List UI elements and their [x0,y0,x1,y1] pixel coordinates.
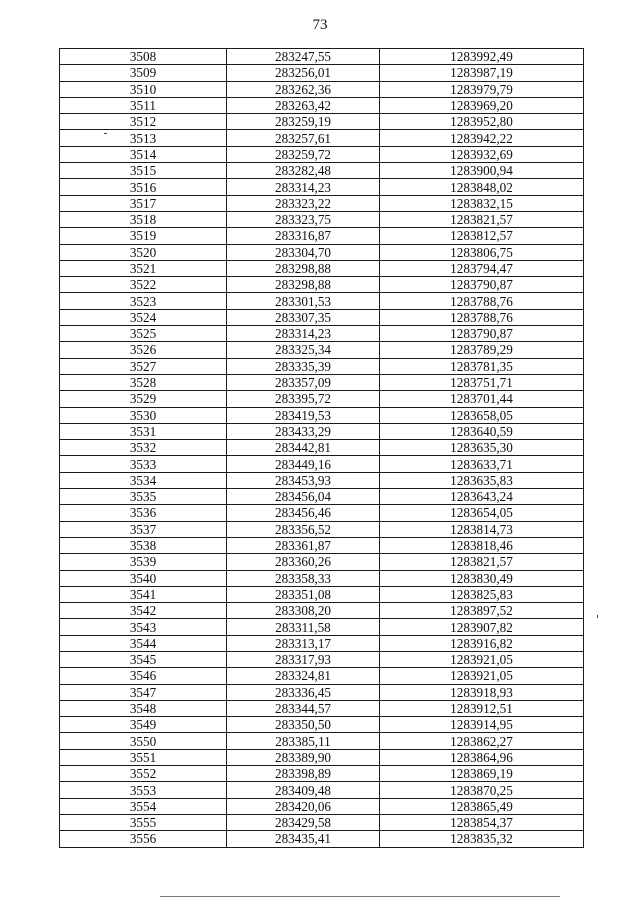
table-row [60,668,584,684]
table-row [60,472,584,488]
y-coordinate-cell: 1283952,80 [380,114,584,130]
scan-mark [597,615,598,618]
x-coordinate-cell: 283316,87 [227,228,380,244]
y-coordinate-cell: 1283701,44 [380,391,584,407]
y-coordinate-cell: 1283789,29 [380,342,584,358]
x-coordinate-cell: 283323,22 [227,195,380,211]
y-coordinate-cell: 1283914,95 [380,717,584,733]
table-row [60,391,584,407]
y-coordinate-cell: 1283832,15 [380,195,584,211]
x-coordinate-cell: 283282,48 [227,163,380,179]
table-row [60,717,584,733]
y-coordinate-cell: 1283921,05 [380,651,584,667]
y-coordinate-cell: 1283658,05 [380,407,584,423]
point-number-cell: 3532 [60,440,227,456]
table-row [60,619,584,635]
y-coordinate-cell: 1283869,19 [380,766,584,782]
x-coordinate-cell: 283262,36 [227,81,380,97]
point-number-cell: 3525 [60,326,227,342]
x-coordinate-cell: 283308,20 [227,603,380,619]
point-number-cell: 3527 [60,358,227,374]
table-row [60,798,584,814]
y-coordinate-cell: 1283897,52 [380,603,584,619]
x-coordinate-cell: 283420,06 [227,798,380,814]
x-coordinate-cell: 283456,46 [227,505,380,521]
y-coordinate-cell: 1283918,93 [380,684,584,700]
table-row [60,684,584,700]
point-number-cell: 3522 [60,277,227,293]
x-coordinate-cell: 283257,61 [227,130,380,146]
point-number-cell: 3541 [60,586,227,602]
point-number-cell: 3518 [60,211,227,227]
table-row [60,309,584,325]
table-row [60,374,584,390]
x-coordinate-cell: 283449,16 [227,456,380,472]
table-row [60,195,584,211]
table-row [60,49,584,65]
x-coordinate-cell: 283336,45 [227,684,380,700]
table-row [60,97,584,113]
point-number-cell: 3523 [60,293,227,309]
coordinates-table [59,48,584,848]
point-number-cell: 3543 [60,619,227,635]
point-number-cell: 3551 [60,749,227,765]
page-number: 73 [312,17,328,33]
y-coordinate-cell: 1283932,69 [380,146,584,162]
point-number-cell: 3537 [60,521,227,537]
point-number-cell: 3519 [60,228,227,244]
y-coordinate-cell: 1283912,51 [380,700,584,716]
point-number-cell: 3513 [60,130,227,146]
y-coordinate-cell: 1283635,30 [380,440,584,456]
y-coordinate-cell: 1283781,35 [380,358,584,374]
y-coordinate-cell: 1283969,20 [380,97,584,113]
x-coordinate-cell: 283324,81 [227,668,380,684]
y-coordinate-cell: 1283633,71 [380,456,584,472]
x-coordinate-cell: 283351,08 [227,586,380,602]
point-number-cell: 3524 [60,309,227,325]
point-number-cell: 3539 [60,554,227,570]
point-number-cell: 3552 [60,766,227,782]
x-coordinate-cell: 283350,50 [227,717,380,733]
table-row [60,521,584,537]
point-number-cell: 3545 [60,651,227,667]
point-number-cell: 3547 [60,684,227,700]
x-coordinate-cell: 283433,29 [227,423,380,439]
point-number-cell: 3512 [60,114,227,130]
point-number-cell: 3553 [60,782,227,798]
table-row [60,456,584,472]
y-coordinate-cell: 1283640,59 [380,423,584,439]
y-coordinate-cell: 1283788,76 [380,293,584,309]
y-coordinate-cell: 1283848,02 [380,179,584,195]
x-coordinate-cell: 283247,55 [227,49,380,65]
point-number-cell: 3530 [60,407,227,423]
table-row [60,814,584,830]
x-coordinate-cell: 283301,53 [227,293,380,309]
table-row [60,570,584,586]
point-number-cell: 3521 [60,260,227,276]
table-row [60,440,584,456]
y-coordinate-cell: 1283635,83 [380,472,584,488]
table-row [60,114,584,130]
y-coordinate-cell: 1283818,46 [380,537,584,553]
point-number-cell: 3526 [60,342,227,358]
x-coordinate-cell: 283311,58 [227,619,380,635]
y-coordinate-cell: 1283987,19 [380,65,584,81]
x-coordinate-cell: 283314,23 [227,326,380,342]
x-coordinate-cell: 283442,81 [227,440,380,456]
x-coordinate-cell: 283263,42 [227,97,380,113]
x-coordinate-cell: 283313,17 [227,635,380,651]
scan-edge-line [160,896,560,897]
point-number-cell: 3542 [60,603,227,619]
x-coordinate-cell: 283361,87 [227,537,380,553]
table-row [60,700,584,716]
coordinates-table-body [60,49,584,848]
x-coordinate-cell: 283360,26 [227,554,380,570]
point-number-cell: 3549 [60,717,227,733]
table-row [60,766,584,782]
table-row [60,277,584,293]
point-number-cell: 3528 [60,374,227,390]
y-coordinate-cell: 1283942,22 [380,130,584,146]
x-coordinate-cell: 283453,93 [227,472,380,488]
x-coordinate-cell: 283259,72 [227,146,380,162]
x-coordinate-cell: 283307,35 [227,309,380,325]
point-number-cell: 3536 [60,505,227,521]
table-row [60,358,584,374]
point-number-cell: 3544 [60,635,227,651]
y-coordinate-cell: 1283979,79 [380,81,584,97]
point-number-cell: 3548 [60,700,227,716]
point-number-cell: 3538 [60,537,227,553]
scan-mark [104,133,107,134]
x-coordinate-cell: 283344,57 [227,700,380,716]
x-coordinate-cell: 283317,93 [227,651,380,667]
table-row [60,293,584,309]
y-coordinate-cell: 1283830,49 [380,570,584,586]
x-coordinate-cell: 283419,53 [227,407,380,423]
x-coordinate-cell: 283298,88 [227,260,380,276]
point-number-cell: 3535 [60,489,227,505]
table-row [60,81,584,97]
y-coordinate-cell: 1283921,05 [380,668,584,684]
y-coordinate-cell: 1283643,24 [380,489,584,505]
table-row [60,342,584,358]
y-coordinate-cell: 1283992,49 [380,49,584,65]
y-coordinate-cell: 1283825,83 [380,586,584,602]
point-number-cell: 3515 [60,163,227,179]
y-coordinate-cell: 1283812,57 [380,228,584,244]
x-coordinate-cell: 283335,39 [227,358,380,374]
point-number-cell: 3529 [60,391,227,407]
table-row [60,407,584,423]
y-coordinate-cell: 1283865,49 [380,798,584,814]
point-number-cell: 3534 [60,472,227,488]
point-number-cell: 3508 [60,49,227,65]
point-number-cell: 3517 [60,195,227,211]
x-coordinate-cell: 283356,52 [227,521,380,537]
x-coordinate-cell: 283389,90 [227,749,380,765]
point-number-cell: 3533 [60,456,227,472]
table-row [60,603,584,619]
y-coordinate-cell: 1283864,96 [380,749,584,765]
x-coordinate-cell: 283398,89 [227,766,380,782]
x-coordinate-cell: 283323,75 [227,211,380,227]
table-row [60,782,584,798]
table-row [60,489,584,505]
y-coordinate-cell: 1283870,25 [380,782,584,798]
table-row [60,146,584,162]
point-number-cell: 3514 [60,146,227,162]
table-row [60,537,584,553]
x-coordinate-cell: 283259,19 [227,114,380,130]
x-coordinate-cell: 283435,41 [227,831,380,847]
table-row [60,228,584,244]
y-coordinate-cell: 1283900,94 [380,163,584,179]
table-row [60,586,584,602]
table-row [60,651,584,667]
y-coordinate-cell: 1283814,73 [380,521,584,537]
y-coordinate-cell: 1283916,82 [380,635,584,651]
y-coordinate-cell: 1283794,47 [380,260,584,276]
x-coordinate-cell: 283429,58 [227,814,380,830]
table-row [60,65,584,81]
point-number-cell: 3556 [60,831,227,847]
table-row [60,749,584,765]
x-coordinate-cell: 283409,48 [227,782,380,798]
y-coordinate-cell: 1283790,87 [380,326,584,342]
x-coordinate-cell: 283314,23 [227,179,380,195]
point-number-cell: 3555 [60,814,227,830]
point-number-cell: 3531 [60,423,227,439]
table-row [60,423,584,439]
x-coordinate-cell: 283298,88 [227,277,380,293]
point-number-cell: 3516 [60,179,227,195]
point-number-cell: 3546 [60,668,227,684]
table-row [60,635,584,651]
x-coordinate-cell: 283304,70 [227,244,380,260]
table-row [60,831,584,847]
table-row [60,733,584,749]
x-coordinate-cell: 283358,33 [227,570,380,586]
table-row [60,326,584,342]
table-row [60,554,584,570]
table-row [60,179,584,195]
y-coordinate-cell: 1283788,76 [380,309,584,325]
x-coordinate-cell: 283395,72 [227,391,380,407]
y-coordinate-cell: 1283854,37 [380,814,584,830]
point-number-cell: 3550 [60,733,227,749]
point-number-cell: 3540 [60,570,227,586]
y-coordinate-cell: 1283790,87 [380,277,584,293]
point-number-cell: 3554 [60,798,227,814]
x-coordinate-cell: 283325,34 [227,342,380,358]
y-coordinate-cell: 1283907,82 [380,619,584,635]
table-row [60,211,584,227]
y-coordinate-cell: 1283835,32 [380,831,584,847]
table-row [60,130,584,146]
y-coordinate-cell: 1283821,57 [380,554,584,570]
table-row [60,260,584,276]
y-coordinate-cell: 1283821,57 [380,211,584,227]
point-number-cell: 3510 [60,81,227,97]
y-coordinate-cell: 1283806,75 [380,244,584,260]
table-row [60,505,584,521]
y-coordinate-cell: 1283751,71 [380,374,584,390]
x-coordinate-cell: 283385,11 [227,733,380,749]
table-row [60,163,584,179]
x-coordinate-cell: 283256,01 [227,65,380,81]
point-number-cell: 3520 [60,244,227,260]
y-coordinate-cell: 1283654,05 [380,505,584,521]
point-number-cell: 3509 [60,65,227,81]
point-number-cell: 3511 [60,97,227,113]
x-coordinate-cell: 283456,04 [227,489,380,505]
y-coordinate-cell: 1283862,27 [380,733,584,749]
table-row [60,244,584,260]
x-coordinate-cell: 283357,09 [227,374,380,390]
